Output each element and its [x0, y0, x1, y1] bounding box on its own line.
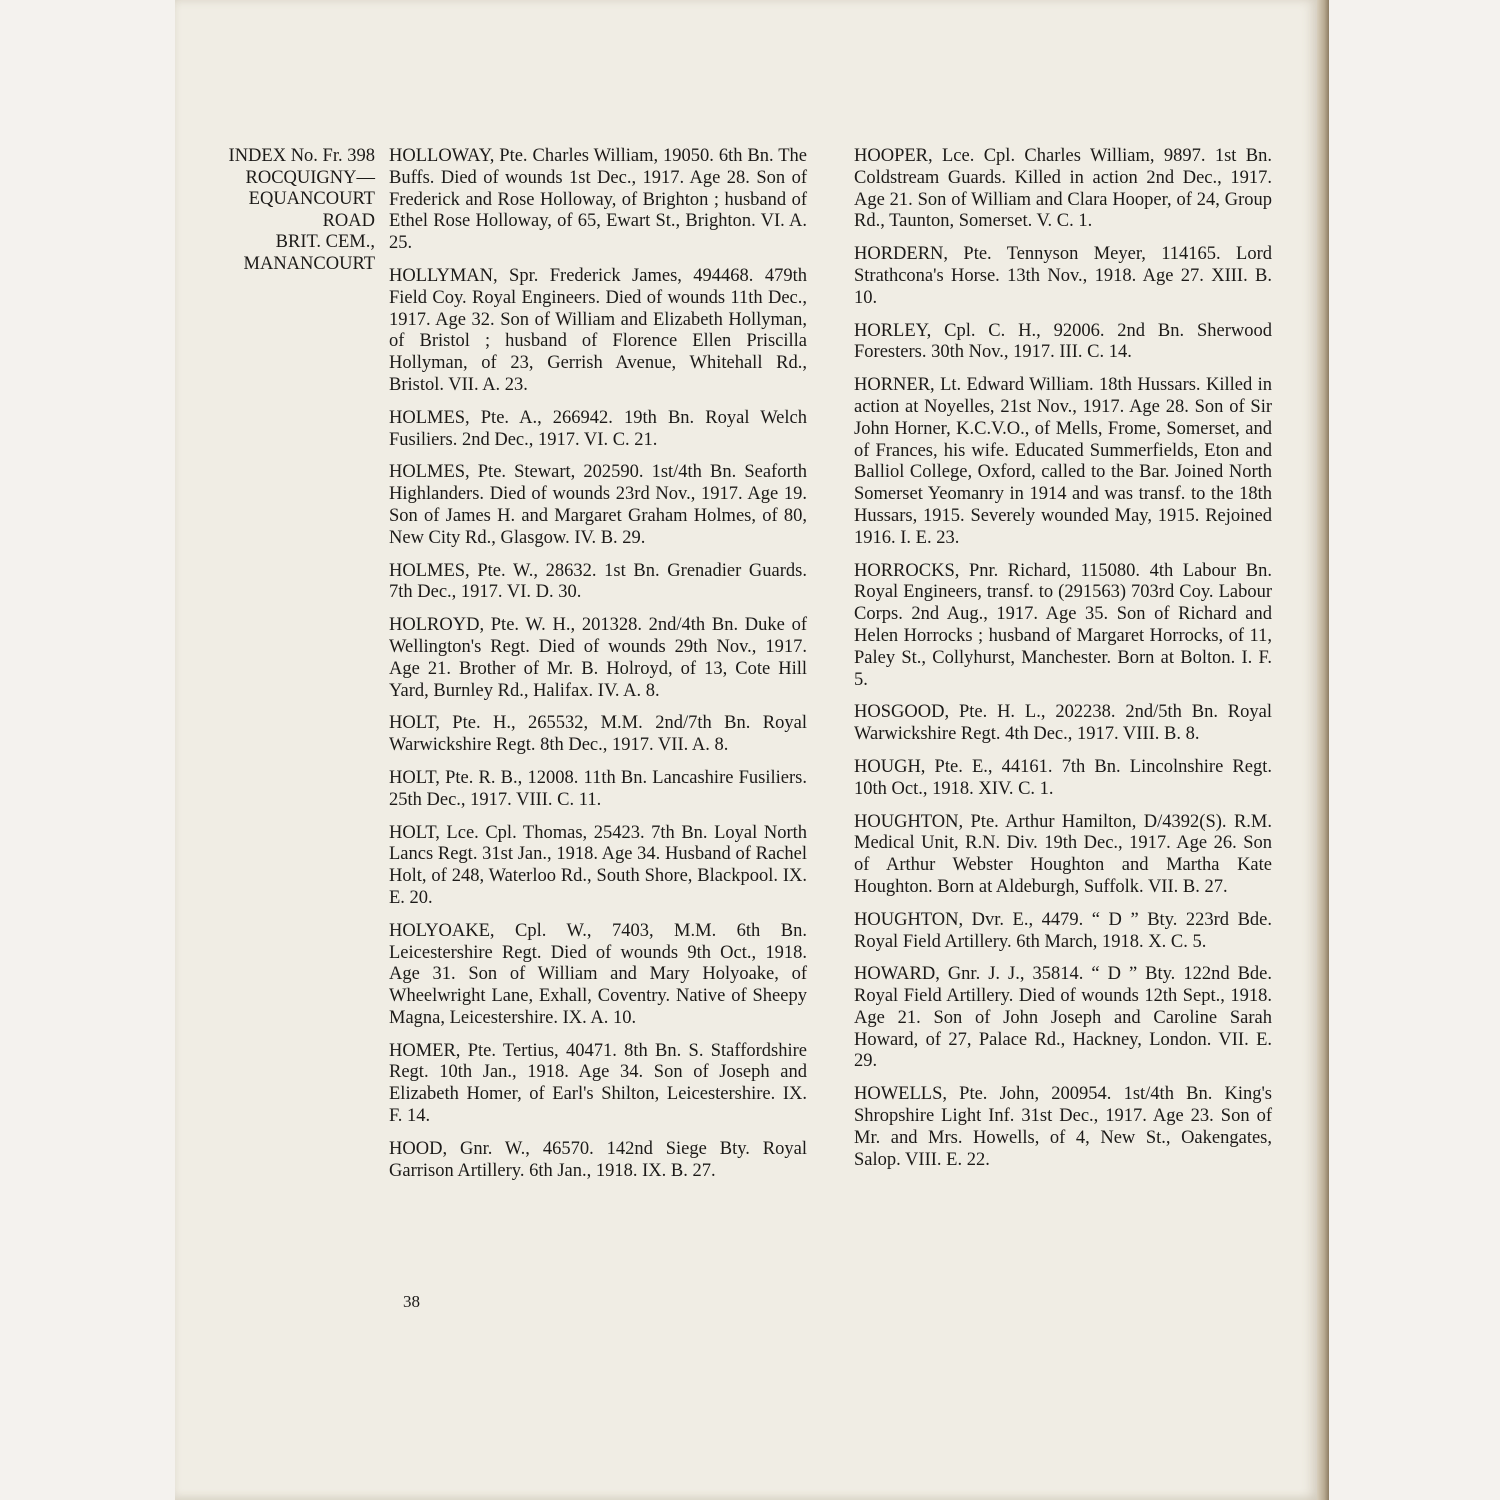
- register-entry: HOWELLS, Pte. John, 200954. 1st/4th Bn. King's Shropshire Light Inf. 31st Dec., 1917. Age 23. Son of Mr. and Mrs. Howells, of 4, New St., Oakengates, Salop. VIII. E. 22.: [854, 1084, 1272, 1170]
- register-entry: HOUGHTON, Dvr. E., 4479. “ D ” Bty. 223rd Bde. Royal Field Artillery. 6th March, 1918. X. C. 5.: [854, 909, 1272, 952]
- register-entry: HORROCKS, Pnr. Richard, 115080. 4th Labour Bn. Royal Engineers, transf. to (291563) 703rd Coy. Labour Corps. 2nd Aug., 1917. Age 35. Son of Richard and Helen Horrocks ; husband of Margaret Horrocks, of 11, Paley St., Collyhurst, Manchester. Born at Bolton. I. F. 5.: [854, 560, 1272, 690]
- cemetery-heading: [190, 146, 375, 275]
- register-entry: HOUGH, Pte. E., 44161. 7th Bn. Lincolnshire Regt. 10th Oct., 1918. XIV. C. 1.: [854, 756, 1272, 799]
- heading-line: EQUANCOURT: [248, 189, 375, 209]
- register-entry: HORDERN, Pte. Tennyson Meyer, 114165. Lord Strathcona's Horse. 13th Nov., 1918. Age 27. XIII. B. 10.: [854, 244, 1272, 308]
- register-entry: HOLLYMAN, Spr. Frederick James, 494468. 479th Field Coy. Royal Engineers. Died of wounds 11th Dec., 1917. Age 32. Son of William and Elizabeth Hollyman, of Bristol ; husband of Florence Ellen Priscilla Hollyman, of 23, Gerrish Avenue, Whitehall Rd., Bristol. VII. A. 23.: [389, 265, 807, 395]
- heading-line: ROAD: [322, 210, 375, 231]
- register-entry: HOLT, Lce. Cpl. Thomas, 25423. 7th Bn. Loyal North Lancs Regt. 31st Jan., 1918. Age 34. Husband of Rachel Holt, of 248, Waterloo Rd., South Shore, Blackpool. IX. E. 20.: [389, 822, 807, 908]
- register-entry: HOLROYD, Pte. W. H., 201328. 2nd/4th Bn. Duke of Wellington's Regt. Died of wounds 29th Nov., 1917. Age 21. Brother of Mr. B. Holroyd, of 13, Cote Hill Yard, Burnley Rd., Halifax. IV. A. 8.: [389, 615, 807, 701]
- register-entry: HOMER, Pte. Tertius, 40471. 8th Bn. S. Staffordshire Regt. 10th Jan., 1918. Age 34. Son of Joseph and Elizabeth Homer, of Earl's Shilton, Leicestershire. IX. F. 14.: [389, 1040, 807, 1127]
- column-left: [389, 146, 807, 1193]
- page-number: 38: [403, 1292, 420, 1311]
- register-entry: HOLLOWAY, Pte. Charles William, 19050. 6th Bn. The Buffs. Died of wounds 1st Dec., 1917. Age 28. Son of Frederick and Rose Holloway, of Brighton ; husband of Ethel Rose Holloway, of 65, Ewart St., Brighton. VI. A. 25.: [389, 146, 807, 254]
- heading-line: MANANCOURT: [243, 253, 375, 274]
- register-entry: HOOPER, Lce. Cpl. Charles William, 9897. 1st Bn. Coldstream Guards. Killed in action 2nd Dec., 1917. Age 21. Son of William and Clara Hooper, of 24, Group Rd., Taunton, Somerset. V. C. 1.: [854, 146, 1272, 232]
- register-entry: HOLMES, Pte. A., 266942. 19th Bn. Royal Welch Fusiliers. 2nd Dec., 1917. VI. C. 21.: [389, 407, 807, 450]
- register-entry: HOLT, Pte. R. B., 12008. 11th Bn. Lancashire Fusiliers. 25th Dec., 1917. VIII. C. 11.: [389, 767, 807, 810]
- register-entry: HOLYOAKE, Cpl. W., 7403, M.M. 6th Bn. Leicestershire Regt. Died of wounds 9th Oct., 1918. Age 31. Son of William and Mary Holyoake, of Wheelwright Lane, Exhall, Coventry. Native of Sheepy Magna, Leicestershire. IX. A. 10.: [389, 920, 807, 1028]
- register-entry: HORLEY, Cpl. C. H., 92006. 2nd Bn. Sherwood Foresters. 30th Nov., 1917. III. C. 14.: [854, 320, 1272, 363]
- register-entry: HOLMES, Pte. Stewart, 202590. 1st/4th Bn. Seaforth Highlanders. Died of wounds 23rd Nov., 1917. Age 19. Son of James H. and Margaret Graham Holmes, of 80, New City Rd., Glasgow. IV. B. 29.: [389, 462, 807, 548]
- register-entry: HOUGHTON, Pte. Arthur Hamilton, D/4392(S). R.M. Medical Unit, R.N. Div. 19th Dec., 1917. Age 26. Son of Arthur Webster Houghton and Martha Kate Houghton. Born at Aldeburgh, Suffolk. VII. B. 27.: [854, 811, 1272, 897]
- register-entry: HORNER, Lt. Edward William. 18th Hussars. Killed in action at Noyelles, 21st Nov., 1917. Age 28. Son of Sir John Horner, K.C.V.O., of Mells, Frome, Somerset, and of Frances, his wife. Educated Summerfields, Eton and Balliol College, Oxford, called to the Bar. Joined North Somerset Yeomanry in 1914 and was transf. to the 18th Hussars, 1915. Severely wounded May, 1915. Rejoined 1916. I. E. 23.: [854, 375, 1272, 548]
- register-entry: HOSGOOD, Pte. H. L., 202238. 2nd/5th Bn. Royal Warwickshire Regt. 4th Dec., 1917. VIII. B. 8.: [854, 702, 1272, 745]
- heading-line: INDEX No. Fr. 398: [228, 146, 375, 166]
- column-right: [854, 146, 1272, 1182]
- heading-line: ROCQUIGNY—: [245, 167, 375, 188]
- register-entry: HOLMES, Pte. W., 28632. 1st Bn. Grenadier Guards. 7th Dec., 1917. VI. D. 30.: [389, 560, 807, 603]
- register-entry: HOOD, Gnr. W., 46570. 142nd Siege Bty. Royal Garrison Artillery. 6th Jan., 1918. IX. B. 27.: [389, 1138, 807, 1181]
- page-edge: [1317, 0, 1329, 1500]
- heading-line: BRIT. CEM.,: [275, 232, 375, 252]
- register-entry: HOLT, Pte. H., 265532, M.M. 2nd/7th Bn. Royal Warwickshire Regt. 8th Dec., 1917. VII. A. 8.: [389, 713, 807, 756]
- register-entry: HOWARD, Gnr. J. J., 35814. “ D ” Bty. 122nd Bde. Royal Field Artillery. Died of wounds 12th Sept., 1918. Age 21. Son of John Joseph and Caroline Sarah Howard, of 27, Palace Rd., Hackney, London. VII. E. 29.: [854, 964, 1272, 1072]
